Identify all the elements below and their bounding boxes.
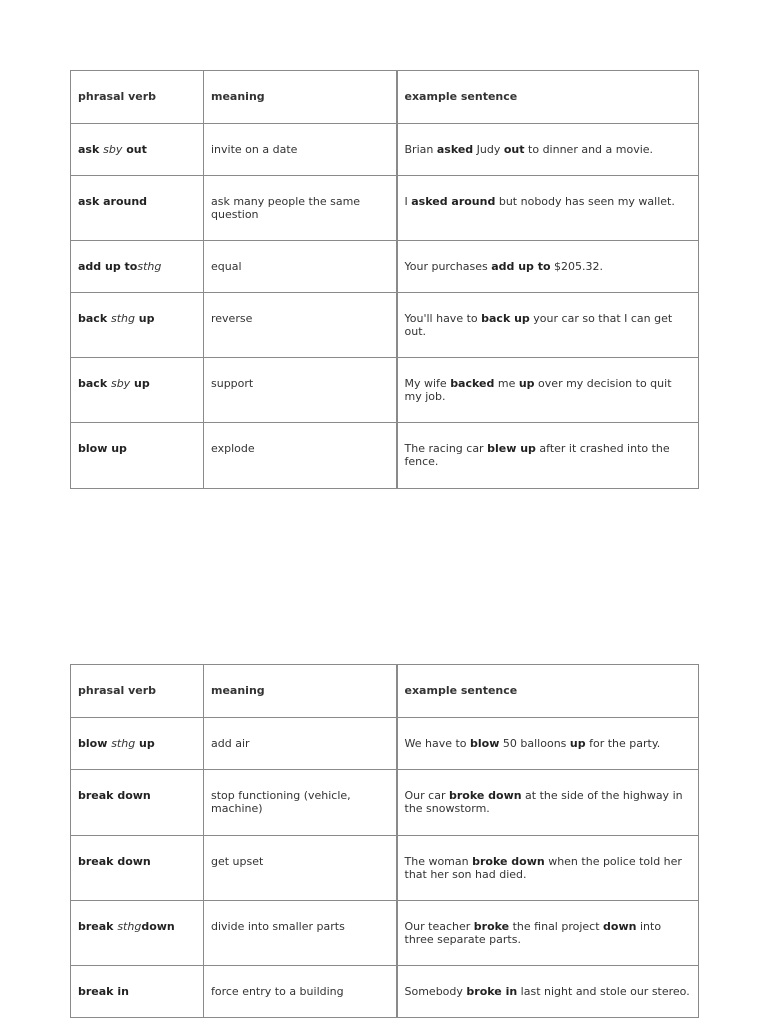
bold-text: up xyxy=(130,377,150,390)
text-run: We have to xyxy=(404,737,471,750)
bold-text: back xyxy=(78,377,111,390)
phrasal-verb-table-2 xyxy=(70,664,699,1018)
phrasal-verb-cell xyxy=(71,423,204,489)
bold-text: broke xyxy=(473,920,510,933)
example-sentence-cell xyxy=(397,358,699,423)
example-sentence-cell xyxy=(397,176,699,241)
table-row xyxy=(71,293,699,358)
italic-text: sthg xyxy=(117,920,142,933)
text-run: to dinner and a movie. xyxy=(524,143,654,156)
phrasal-verb-table-1 xyxy=(70,70,699,489)
phrasal-verb-cell xyxy=(71,836,204,901)
header-example-sentence: example sentence xyxy=(397,665,699,718)
header-example-sentence: example sentence xyxy=(397,71,699,124)
table-row xyxy=(71,176,699,241)
bold-text: break down xyxy=(78,855,151,868)
table-row xyxy=(71,836,699,901)
phrasal-verb-cell xyxy=(71,358,204,423)
meaning-cell: get upset xyxy=(204,836,397,901)
bold-text: back xyxy=(78,312,111,325)
meaning-cell: stop functioning (vehicle, machine) xyxy=(204,770,397,836)
bold-text: up xyxy=(518,377,535,390)
meaning-cell: support xyxy=(204,358,397,423)
bold-text: add up to xyxy=(491,260,551,273)
text-run: The racing car xyxy=(404,442,488,455)
bold-text: ask xyxy=(78,143,104,156)
text-run: into three separate parts. xyxy=(404,920,662,946)
text-run: the final project xyxy=(509,920,604,933)
text-run: Our teacher xyxy=(404,920,474,933)
text-run: The woman xyxy=(404,855,473,868)
text-run: for the party. xyxy=(585,737,661,750)
table-row xyxy=(71,718,699,770)
header-meaning: meaning xyxy=(204,665,397,718)
example-sentence-cell xyxy=(397,901,699,966)
bold-text: out xyxy=(503,143,525,156)
text-run: Your purchases xyxy=(404,260,492,273)
bold-text: broke down xyxy=(472,855,545,868)
italic-text: sthg xyxy=(111,737,136,750)
bold-text: back up xyxy=(481,312,530,325)
example-sentence-cell xyxy=(397,966,699,1018)
phrasal-verb-cell xyxy=(71,124,204,176)
meaning-cell: equal xyxy=(204,241,397,293)
bold-text: add up to xyxy=(78,260,138,273)
phrasal-verb-cell xyxy=(71,293,204,358)
table-row xyxy=(71,423,699,489)
bold-text: blow xyxy=(470,737,500,750)
table-row xyxy=(71,358,699,423)
phrasal-verb-cell xyxy=(71,241,204,293)
bold-text: blow up xyxy=(78,442,127,455)
text-run: me xyxy=(494,377,519,390)
meaning-cell: add air xyxy=(204,718,397,770)
text-run: Judy xyxy=(473,143,504,156)
bold-text: down xyxy=(141,920,175,933)
meaning-cell: ask many people the same question xyxy=(204,176,397,241)
text-run: after it crashed into the fence. xyxy=(404,442,670,468)
header-meaning: meaning xyxy=(204,71,397,124)
phrasal-verb-cell xyxy=(71,966,204,1018)
text-run: last night and stole our stereo. xyxy=(517,985,690,998)
bold-text: break xyxy=(78,920,118,933)
phrasal-verb-cell xyxy=(71,770,204,836)
bold-text: ask around xyxy=(78,195,148,208)
phrasal-verb-cell xyxy=(71,718,204,770)
example-sentence-cell xyxy=(397,293,699,358)
bold-text: broke down xyxy=(448,789,522,802)
example-sentence-cell xyxy=(397,836,699,901)
text-run: Our car xyxy=(404,789,449,802)
text-run: Somebody xyxy=(404,985,467,998)
bold-text: out xyxy=(122,143,147,156)
bold-text: break in xyxy=(78,985,129,998)
phrasal-verb-cell xyxy=(71,176,204,241)
bold-text: blew up xyxy=(487,442,536,455)
text-run: $205.32. xyxy=(550,260,604,273)
table-row xyxy=(71,124,699,176)
table-row xyxy=(71,241,699,293)
bold-text: broke in xyxy=(466,985,518,998)
header-phrasal-verb: phrasal verb xyxy=(71,665,204,718)
meaning-cell: force entry to a building xyxy=(204,966,397,1018)
text-run: My wife xyxy=(404,377,451,390)
bold-text: down xyxy=(603,920,637,933)
meaning-cell: invite on a date xyxy=(204,124,397,176)
table-row xyxy=(71,901,699,966)
phrasal-verb-cell xyxy=(71,901,204,966)
bold-text: asked xyxy=(436,143,474,156)
bold-text: up xyxy=(569,737,586,750)
text-run: your car so that I can get out. xyxy=(404,312,673,338)
table-row xyxy=(71,966,699,1018)
bold-text: blow xyxy=(78,737,112,750)
italic-text: sthg xyxy=(137,260,162,273)
example-sentence-cell xyxy=(397,718,699,770)
bold-text: up xyxy=(134,312,155,325)
table-row xyxy=(71,770,699,836)
italic-text: sby xyxy=(110,377,131,390)
text-run: Brian xyxy=(404,143,437,156)
header-row xyxy=(71,665,699,718)
header-phrasal-verb: phrasal verb xyxy=(71,71,204,124)
bold-text: up xyxy=(135,737,155,750)
italic-text: sby xyxy=(103,143,123,156)
example-sentence-cell xyxy=(397,241,699,293)
text-run: 50 balloons xyxy=(499,737,570,750)
bold-text: asked around xyxy=(411,195,496,208)
meaning-cell: divide into smaller parts xyxy=(204,901,397,966)
italic-text: sthg xyxy=(110,312,135,325)
meaning-cell: explode xyxy=(204,423,397,489)
meaning-cell: reverse xyxy=(204,293,397,358)
example-sentence-cell xyxy=(397,770,699,836)
text-run: at the side of the highway in the snowstorm. xyxy=(404,789,683,815)
example-sentence-cell xyxy=(397,124,699,176)
text-run: but nobody has seen my wallet. xyxy=(495,195,675,208)
bold-text: break down xyxy=(78,789,151,802)
header-row xyxy=(71,71,699,124)
text-run: over my decision to quit my job. xyxy=(404,377,672,403)
text-run: I xyxy=(404,195,412,208)
text-run: when the police told her that her son had died. xyxy=(404,855,682,881)
example-sentence-cell xyxy=(397,423,699,489)
text-run: You'll have to xyxy=(404,312,482,325)
bold-text: backed xyxy=(450,377,495,390)
